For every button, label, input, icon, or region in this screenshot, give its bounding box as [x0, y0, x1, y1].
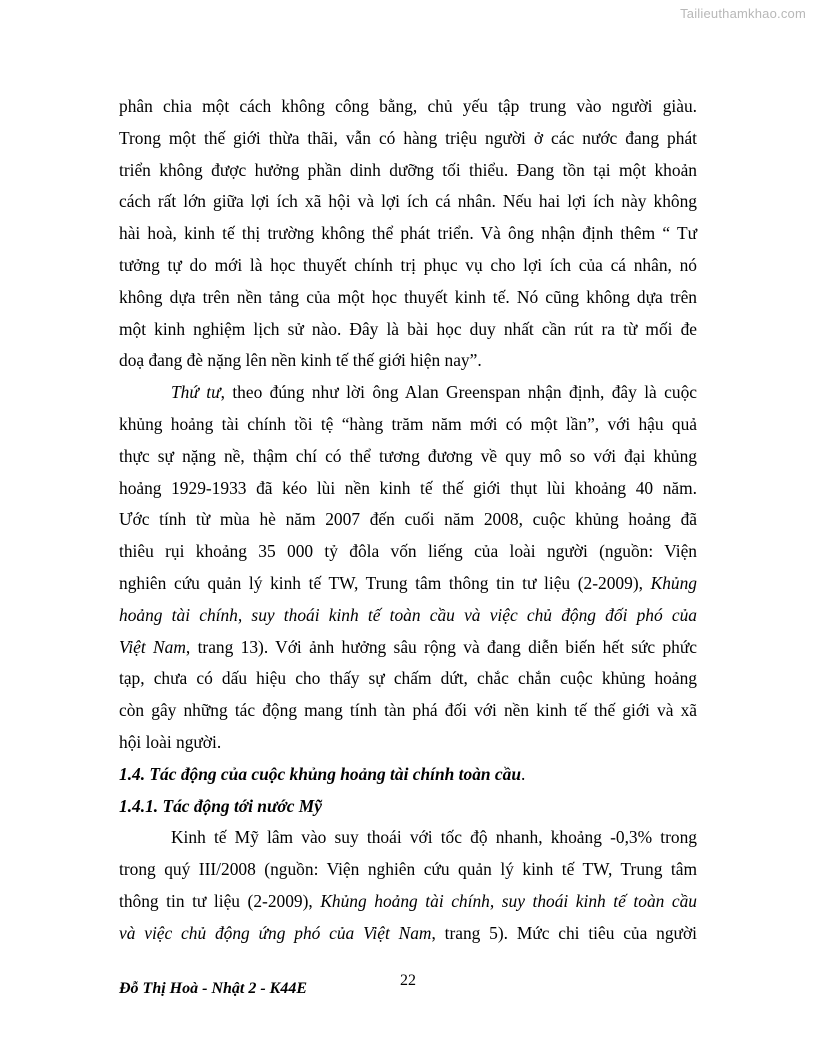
- section-heading: [119, 759, 697, 791]
- citation-title: hoảng tài chính, suy thoái kinh tế toàn cầu và việc chủ động đối phó của: [119, 604, 697, 625]
- text-line: phân chia một cách không công bằng, chủ yếu tập trung vào người giàu.: [119, 96, 697, 116]
- text-line: [119, 632, 697, 664]
- text-segment: nghiên cứu quản lý kinh tế TW, Trung tâm thông tin tư liệu (2-2009),: [119, 572, 651, 593]
- text-line: triển không được hưởng phần dinh dưỡng tối thiểu. Đang tồn tại một khoản: [119, 159, 697, 180]
- citation-title: Khủng: [650, 572, 697, 593]
- watermark: Tailieuthamkhao.com: [680, 6, 806, 21]
- emphasis-text: Thứ tư: [171, 382, 221, 403]
- paragraph-1: [119, 91, 697, 377]
- text-line: thực sự nặng nề, thậm chí có thể tương đương về quy mô so với đại khủng: [119, 445, 697, 466]
- paragraph-2: [119, 377, 697, 759]
- text-segment: thông tin tư liệu (2-2009),: [119, 890, 321, 911]
- text-line: [119, 377, 697, 409]
- text-line: tưởng tự do mới là học thuyết chính trị phục vụ cho lợi ích của cá nhân, nó: [119, 254, 697, 275]
- text-line: hoảng 1929-1933 đã kéo lùi nền kinh tế thế giới thụt lùi khoảng 40 năm.: [119, 477, 697, 498]
- text-line: hội loài người.: [119, 731, 222, 752]
- text-segment: , trang 5). Mức chi tiêu của người: [431, 922, 697, 943]
- text-line: [119, 886, 697, 918]
- text-line: còn gây những tác động mang tính tàn phá đối với nền kinh tế thế giới và xã: [119, 700, 697, 721]
- text-line: Trong một thế giới thừa thãi, vẫn có hàng triệu người ở các nước đang phát: [119, 127, 697, 148]
- text-line: [119, 568, 697, 600]
- text-line: tạp, chưa có dấu hiệu cho thấy sự chấm dứt, chắc chắn cuộc khủng hoảng: [119, 668, 697, 689]
- text-line: [119, 600, 697, 632]
- heading-period: .: [521, 763, 526, 784]
- citation-title: Khủng hoảng tài chính, suy thoái kinh tế toàn cầu: [320, 890, 697, 911]
- page-number: 22: [400, 972, 416, 989]
- section-heading-text: 1.4. Tác động của cuộc khủng hoảng tài chính toàn cầu: [119, 763, 521, 784]
- text-line: khủng hoảng tài chính tồi tệ “hàng trăm năm mới có một lần”, với hậu quả: [119, 413, 697, 434]
- text-line: thiêu rụi khoảng 35 000 tỷ đôla vốn liếng của loài người (nguồn: Viện: [119, 541, 697, 562]
- text-segment: , trang 13). Với ảnh hưởng sâu rộng và đang diễn biến hết sức phức: [185, 636, 698, 657]
- text-line: không dựa trên nền tảng của một học thuyết kinh tế. Nó cũng không dựa trên: [119, 286, 697, 307]
- text-line: một kinh nghiệm lịch sử nào. Đây là bài học duy nhất cần rút ra từ mối đe: [119, 318, 697, 339]
- text-segment: , theo đúng như lời ông Alan Greenspan nhận định, đây là cuộc: [220, 382, 697, 403]
- paragraph-3: [119, 822, 697, 949]
- citation-title: và việc chủ động ứng phó của Việt Nam: [119, 922, 432, 943]
- text-line: doạ đang đè nặng lên nền kinh tế thế giới hiện nay”.: [119, 350, 482, 371]
- text-line: trong quý III/2008 (nguồn: Viện nghiên cứu quản lý kinh tế TW, Trung tâm: [119, 859, 697, 880]
- text-line: [119, 918, 697, 950]
- text-line: cách rất lớn giữa lợi ích xã hội và lợi ích cá nhân. Nếu hai lợi ích này không: [119, 191, 697, 212]
- text-line: hài hoà, kinh tế thị trường không thể phát triển. Và ông nhận định thêm “ Tư: [119, 223, 697, 244]
- citation-title: Việt Nam: [119, 636, 186, 657]
- footer-author: Đỗ Thị Hoà - Nhật 2 - K44E: [119, 980, 308, 997]
- text-line: Ước tính từ mùa hè năm 2007 đến cuối năm 2008, cuộc khủng hoảng đã: [119, 509, 697, 530]
- document-body: [119, 91, 697, 950]
- text-line: Kinh tế Mỹ lâm vào suy thoái với tốc độ nhanh, khoảng -0,3% trong: [171, 827, 697, 848]
- subsection-heading: 1.4.1. Tác động tới nước Mỹ: [119, 795, 322, 816]
